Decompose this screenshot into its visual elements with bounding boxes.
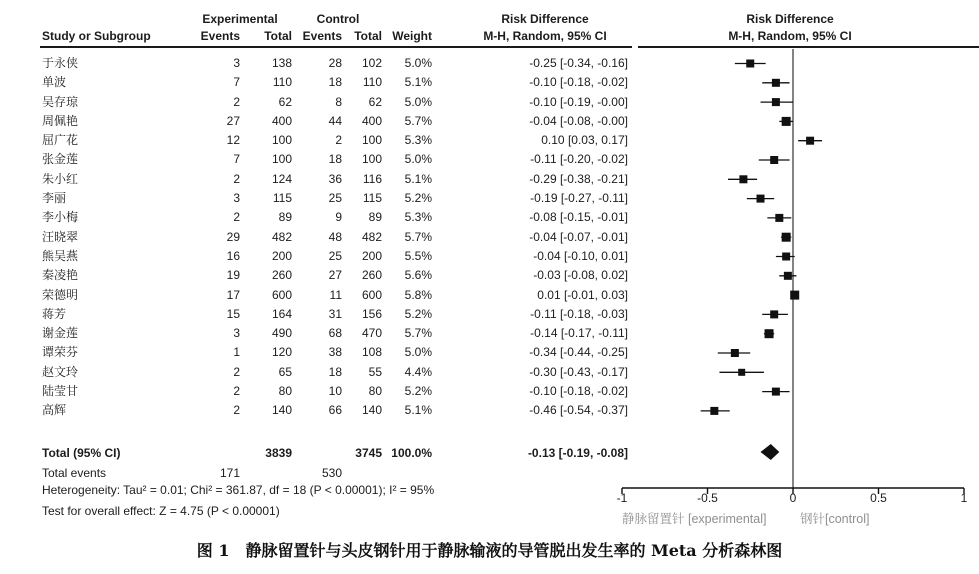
weight: 5.1% xyxy=(404,403,432,418)
ci-marker xyxy=(782,233,791,242)
weight: 5.0% xyxy=(404,345,432,360)
ctrl-total: 156 xyxy=(361,306,382,321)
ctrl-total: 100 xyxy=(361,133,382,148)
study-table xyxy=(42,54,628,421)
exp-events: 2 xyxy=(233,94,240,109)
weight: 5.3% xyxy=(404,210,432,225)
tick-label: 0 xyxy=(789,491,797,505)
table-row xyxy=(42,150,628,169)
column-group-control: Control xyxy=(316,12,360,26)
study-name: 吴存琼 xyxy=(42,94,79,109)
ci-marker xyxy=(772,388,780,396)
study-name: 蒋芳 xyxy=(42,306,67,321)
exp-total: 260 xyxy=(271,268,292,283)
exp-total: 400 xyxy=(271,113,292,128)
exp-total: 164 xyxy=(271,306,292,321)
exp-events: 3 xyxy=(233,56,240,70)
ctrl-events: 68 xyxy=(328,326,342,341)
weight: 5.7% xyxy=(404,326,432,341)
ctrl-total: 600 xyxy=(361,287,382,302)
ctrl-events: 36 xyxy=(328,171,342,186)
ci-text: -0.19 [-0.27, -0.11] xyxy=(530,191,628,206)
weight: 5.2% xyxy=(404,384,432,399)
column-header-weight: Weight xyxy=(392,29,432,43)
column-header-ci-left: M-H, Random, 95% CI xyxy=(483,29,607,43)
exp-events: 16 xyxy=(226,248,240,263)
total-events-row xyxy=(42,464,342,483)
table-row xyxy=(42,401,628,420)
exp-events: 1 xyxy=(233,345,240,360)
ci-text: 0.10 [0.03, 0.17] xyxy=(541,133,628,148)
exp-events: 7 xyxy=(233,152,240,167)
ci-text: -0.14 [-0.17, -0.11] xyxy=(530,326,628,341)
tick-label: -0.5 xyxy=(697,491,718,505)
table-row xyxy=(42,93,628,112)
ci-text: -0.10 [-0.18, -0.02] xyxy=(529,75,628,90)
xlabel-experimental: 静脉留置针 [experimental] xyxy=(622,512,767,526)
exp-total: 124 xyxy=(271,171,292,186)
header-rule-left xyxy=(40,46,632,48)
study-name: 周佩艳 xyxy=(42,113,79,128)
exp-events: 2 xyxy=(233,384,240,399)
header-rule-right xyxy=(638,46,979,48)
ctrl-events: 27 xyxy=(328,268,342,283)
ci-marker xyxy=(770,310,778,318)
weight: 5.0% xyxy=(404,94,432,109)
column-header-exp-events: Events xyxy=(200,29,240,43)
weight: 5.3% xyxy=(404,133,432,148)
ctrl-total: 116 xyxy=(362,171,382,186)
study-name: 李小梅 xyxy=(42,210,79,225)
table-row xyxy=(42,382,628,401)
overall-effect-note: Test for overall effect: Z = 4.75 (P < 0.00001) xyxy=(42,504,280,518)
ci-text: -0.10 [-0.18, -0.02] xyxy=(529,384,628,399)
ctrl-total: 200 xyxy=(361,248,382,263)
exp-events: 3 xyxy=(233,191,240,206)
column-header-study: Study or Subgroup xyxy=(42,29,151,43)
ctrl-events: 18 xyxy=(328,152,342,167)
total-ctrl-events: 530 xyxy=(321,466,342,480)
ctrl-total: 62 xyxy=(368,94,382,109)
column-header-ci-right: M-H, Random, 95% CI xyxy=(728,29,852,43)
total-ctrl-total: 3745 xyxy=(355,446,382,460)
ctrl-events: 8 xyxy=(335,94,342,109)
weight: 5.0% xyxy=(404,56,432,70)
table-row xyxy=(42,305,628,324)
ctrl-events: 2 xyxy=(335,133,342,148)
exp-events: 7 xyxy=(233,75,240,90)
table-row xyxy=(42,343,628,362)
ci-text: 0.01 [-0.01, 0.03] xyxy=(537,287,628,302)
table-row xyxy=(42,112,628,131)
ctrl-total: 108 xyxy=(361,345,382,360)
column-header-ctrl-total: Total xyxy=(354,29,382,43)
weight: 5.6% xyxy=(404,268,432,283)
study-name: 赵文玲 xyxy=(42,364,79,379)
ctrl-events: 9 xyxy=(335,210,342,225)
ctrl-total: 115 xyxy=(362,191,382,206)
ctrl-total: 260 xyxy=(361,268,382,283)
table-row xyxy=(42,189,628,208)
ci-text: -0.34 [-0.44, -0.25] xyxy=(529,345,628,360)
exp-events: 2 xyxy=(233,210,240,225)
figure-caption: 图 1 静脉留置针与头皮钢针用于静脉输液的导管脱出发生率的 Meta 分析森林图 xyxy=(196,541,783,560)
ci-text: -0.04 [-0.08, -0.00] xyxy=(529,113,628,128)
ctrl-total: 482 xyxy=(361,229,382,244)
ctrl-total: 89 xyxy=(368,210,382,225)
weight: 5.7% xyxy=(404,229,432,244)
total-weight: 100.0% xyxy=(391,446,432,460)
ctrl-total: 140 xyxy=(361,403,382,418)
exp-total: 89 xyxy=(278,210,292,225)
study-name: 荣德明 xyxy=(42,287,79,302)
ci-marker xyxy=(772,79,780,87)
ctrl-total: 55 xyxy=(368,364,382,379)
summary-diamond xyxy=(761,444,780,460)
exp-total: 100 xyxy=(271,133,292,148)
exp-events: 29 xyxy=(226,229,240,244)
study-name: 汪晓翠 xyxy=(42,229,79,244)
study-name: 李丽 xyxy=(42,191,67,206)
study-name: 谭荣芬 xyxy=(42,345,79,360)
exp-total: 490 xyxy=(271,326,292,341)
weight: 5.2% xyxy=(404,306,432,321)
study-name: 秦凌艳 xyxy=(42,268,79,283)
ctrl-events: 18 xyxy=(328,364,342,379)
ctrl-events: 11 xyxy=(329,287,342,302)
exp-total: 65 xyxy=(278,364,292,379)
study-name: 朱小红 xyxy=(42,171,79,186)
ctrl-total: 400 xyxy=(361,113,382,128)
weight: 5.0% xyxy=(404,152,432,167)
exp-events: 27 xyxy=(226,113,240,128)
ci-marker xyxy=(765,329,774,338)
table-row xyxy=(42,324,628,343)
weight: 5.7% xyxy=(404,113,432,128)
weight: 5.8% xyxy=(404,287,432,302)
column-header-exp-total: Total xyxy=(264,29,292,43)
ci-marker xyxy=(775,214,783,222)
ci-text: -0.10 [-0.19, -0.00] xyxy=(529,94,628,109)
study-name: 张金莲 xyxy=(42,152,79,167)
exp-total: 115 xyxy=(272,191,292,206)
exp-total: 482 xyxy=(271,229,292,244)
ctrl-events: 18 xyxy=(328,75,342,90)
ci-marker xyxy=(782,117,791,126)
ctrl-events: 10 xyxy=(328,384,342,399)
total-label: Total (95% CI) xyxy=(42,446,121,460)
weight: 5.2% xyxy=(404,191,432,206)
exp-total: 600 xyxy=(271,287,292,302)
ci-text: -0.03 [-0.08, 0.02] xyxy=(533,268,628,283)
weight: 5.1% xyxy=(404,171,432,186)
exp-events: 17 xyxy=(226,287,240,302)
exp-total: 80 xyxy=(278,384,292,399)
ci-marker xyxy=(784,272,792,280)
ctrl-total: 100 xyxy=(361,152,382,167)
ci-marker xyxy=(806,137,814,145)
tick-label: 0.5 xyxy=(870,491,887,505)
ci-text: -0.04 [-0.10, 0.01] xyxy=(533,248,628,263)
ci-text: -0.29 [-0.38, -0.21] xyxy=(529,171,628,186)
risk-difference-title-left: Risk Difference xyxy=(501,12,589,26)
ci-marker xyxy=(738,369,745,376)
ci-text: -0.11 [-0.18, -0.03] xyxy=(530,306,628,321)
table-row xyxy=(42,54,628,73)
exp-events: 15 xyxy=(226,306,240,321)
ci-marker xyxy=(790,291,799,300)
total-exp-total: 3839 xyxy=(265,446,292,460)
exp-events: 19 xyxy=(226,268,240,283)
ctrl-events: 25 xyxy=(328,191,342,206)
study-name: 于永侠 xyxy=(42,56,79,70)
study-name: 屈广花 xyxy=(42,133,79,148)
ctrl-total: 102 xyxy=(361,56,382,70)
table-row xyxy=(42,247,628,266)
ci-text: -0.11 [-0.20, -0.02] xyxy=(530,152,628,167)
ci-marker xyxy=(739,175,747,183)
xlabel-control: 钢针[control] xyxy=(800,512,870,526)
exp-events: 12 xyxy=(226,133,240,148)
ctrl-events: 44 xyxy=(328,113,342,128)
exp-total: 110 xyxy=(272,75,292,90)
ci-marker xyxy=(772,98,780,106)
study-name: 高辉 xyxy=(42,403,67,418)
ci-text: -0.46 [-0.54, -0.37] xyxy=(529,403,628,418)
ci-text: -0.08 [-0.15, -0.01] xyxy=(529,210,628,225)
ctrl-total: 470 xyxy=(361,326,382,341)
ci-text: -0.30 [-0.43, -0.17] xyxy=(529,364,628,379)
ctrl-events: 25 xyxy=(328,248,342,263)
weight: 5.1% xyxy=(404,75,432,90)
weight: 5.5% xyxy=(404,248,432,263)
exp-total: 138 xyxy=(271,56,292,70)
exp-total: 62 xyxy=(278,94,292,109)
ci-marker xyxy=(710,407,718,415)
table-row xyxy=(42,266,628,285)
ctrl-events: 48 xyxy=(328,229,342,244)
total-exp-events: 171 xyxy=(219,466,240,480)
ctrl-total: 80 xyxy=(368,384,382,399)
table-row xyxy=(42,228,628,247)
study-name: 单波 xyxy=(42,75,67,90)
exp-events: 2 xyxy=(233,403,240,418)
ci-marker xyxy=(782,253,790,261)
table-row xyxy=(42,131,628,150)
tick-label: -1 xyxy=(616,491,628,505)
exp-total: 100 xyxy=(271,152,292,167)
table-row xyxy=(42,73,628,92)
ci-marker xyxy=(746,60,754,68)
ctrl-events: 38 xyxy=(328,345,342,360)
exp-total: 120 xyxy=(271,345,292,360)
ci-marker xyxy=(770,156,778,164)
ci-text: -0.04 [-0.07, -0.01] xyxy=(529,229,628,244)
table-row xyxy=(42,170,628,189)
column-header-ctrl-events: Events xyxy=(302,29,342,43)
table-row xyxy=(42,208,628,227)
weight: 4.4% xyxy=(404,364,432,379)
total-events-label: Total events xyxy=(42,466,107,480)
exp-events: 3 xyxy=(233,326,240,341)
risk-difference-title-right: Risk Difference xyxy=(746,12,834,26)
study-name: 陆莹甘 xyxy=(42,384,79,399)
ctrl-events: 31 xyxy=(328,306,342,321)
ctrl-total: 110 xyxy=(362,75,382,90)
ci-marker xyxy=(731,349,739,357)
exp-events: 2 xyxy=(233,171,240,186)
ci-marker xyxy=(757,195,765,203)
study-name: 熊吴燕 xyxy=(42,248,79,263)
ctrl-events: 66 xyxy=(328,403,342,418)
table-row xyxy=(42,286,628,305)
total-ci: -0.13 [-0.19, -0.08] xyxy=(527,446,628,460)
exp-events: 2 xyxy=(233,364,240,379)
exp-total: 200 xyxy=(271,248,292,263)
tick-label: 1 xyxy=(960,491,968,505)
total-row xyxy=(42,444,628,463)
exp-total: 140 xyxy=(271,403,292,418)
column-group-experimental: Experimental xyxy=(202,12,278,26)
ctrl-events: 28 xyxy=(328,56,342,70)
table-row xyxy=(42,363,628,382)
heterogeneity-note: Heterogeneity: Tau² = 0.01; Chi² = 361.87, df = 18 (P < 0.00001); I² = 95% xyxy=(42,483,435,497)
ci-text: -0.25 [-0.34, -0.16] xyxy=(529,56,628,70)
study-name: 谢金莲 xyxy=(42,326,79,341)
